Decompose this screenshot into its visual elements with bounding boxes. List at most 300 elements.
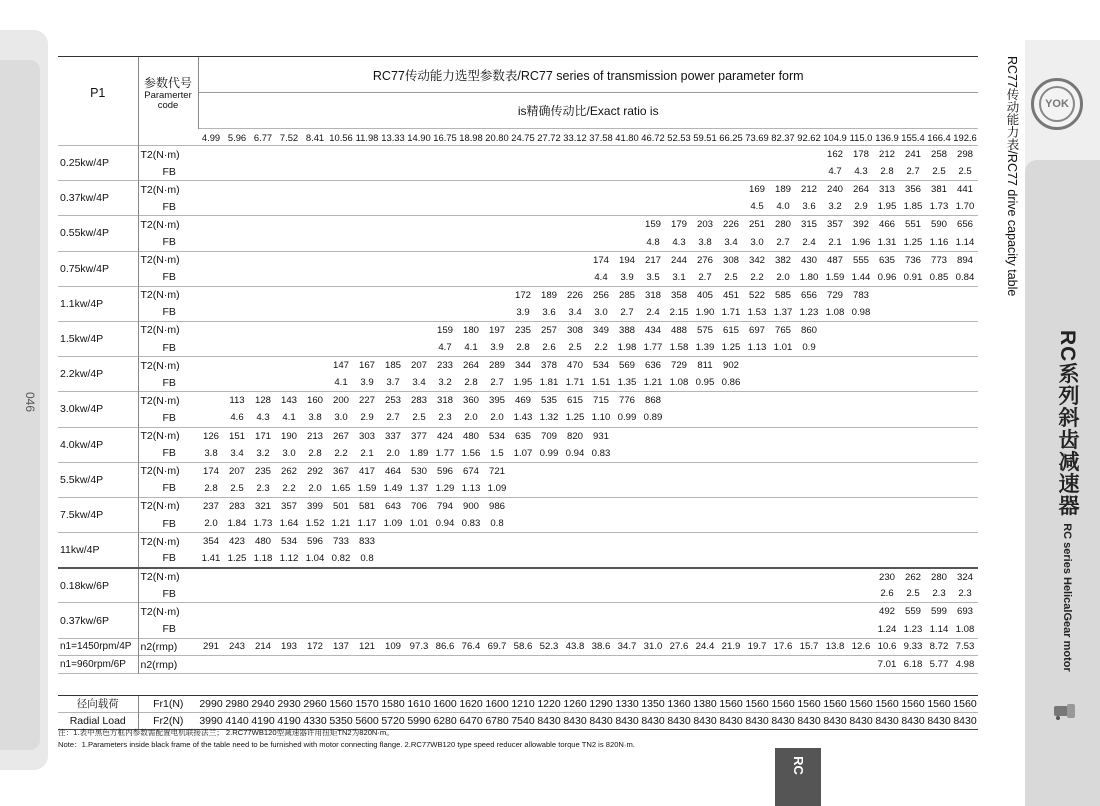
service-factor-value: 2.5 xyxy=(230,482,244,494)
torque-value xyxy=(510,533,536,551)
torque-value: 213 xyxy=(302,427,328,445)
logo-text: YOK xyxy=(1039,86,1075,122)
service-factor-value: 0.8 xyxy=(490,518,504,530)
service-factor-value: 1.10 xyxy=(591,412,611,424)
torque-value: 189 xyxy=(536,286,562,304)
service-factor-value: 3.8 xyxy=(308,412,322,424)
output-speed-value: 97.3 xyxy=(406,638,432,656)
table-row xyxy=(58,269,978,287)
t2-label: T2(N·m) xyxy=(138,321,198,339)
service-factor-value xyxy=(666,409,692,427)
torque-value: 559 xyxy=(900,603,926,621)
fr2-value: 8430 xyxy=(796,712,822,729)
torque-value xyxy=(614,497,640,515)
service-factor-value xyxy=(250,585,276,603)
fr2-value: 8430 xyxy=(640,712,666,729)
torque-value: 794 xyxy=(432,497,458,515)
torque-value: 318 xyxy=(432,392,458,410)
torque-value: 357 xyxy=(276,497,302,515)
torque-value xyxy=(536,181,562,199)
service-factor-value xyxy=(484,585,510,603)
service-factor-value xyxy=(510,621,536,639)
service-factor-value: 1.73 xyxy=(929,201,949,213)
fr1-value: 1560 xyxy=(328,695,354,712)
table-row xyxy=(58,198,978,216)
torque-value: 636 xyxy=(640,357,666,375)
output-speed-value xyxy=(770,656,796,674)
service-factor-value xyxy=(952,409,978,427)
torque-value xyxy=(640,181,666,199)
service-factor-value: 3.2 xyxy=(256,447,270,459)
torque-value: 344 xyxy=(510,357,536,375)
ratio-value: 104.9 xyxy=(822,129,848,146)
torque-value: 230 xyxy=(874,568,900,586)
torque-value xyxy=(770,427,796,445)
service-factor-value xyxy=(536,163,562,181)
service-factor-value: 1.25 xyxy=(721,342,741,354)
service-factor-value xyxy=(562,621,588,639)
torque-value xyxy=(822,603,848,621)
service-factor-value: 3.4 xyxy=(412,377,426,389)
service-factor-value: 1.51 xyxy=(591,377,611,389)
t2-label: T2(N·m) xyxy=(138,392,198,410)
torque-value xyxy=(458,286,484,304)
service-factor-value xyxy=(510,480,536,498)
service-factor-value xyxy=(952,550,978,568)
torque-value: 480 xyxy=(458,427,484,445)
service-factor-value xyxy=(666,585,692,603)
torque-value xyxy=(692,181,718,199)
torque-value xyxy=(276,181,302,199)
service-factor-value xyxy=(640,163,666,181)
service-factor-value: 0.86 xyxy=(721,377,741,389)
torque-value xyxy=(614,146,640,164)
table-row xyxy=(58,357,978,375)
torque-value xyxy=(276,286,302,304)
service-factor-value: 1.49 xyxy=(383,482,403,494)
output-speed-value: 7.01 xyxy=(874,656,900,674)
fr2-value: 6780 xyxy=(484,712,510,729)
radial-row xyxy=(58,695,978,712)
torque-value: 321 xyxy=(250,497,276,515)
service-factor-value xyxy=(380,163,406,181)
service-factor-value xyxy=(198,339,224,357)
torque-value xyxy=(848,392,874,410)
service-factor-value xyxy=(406,269,432,287)
torque-value: 585 xyxy=(770,286,796,304)
service-factor-value xyxy=(302,163,328,181)
torque-value: 256 xyxy=(588,286,614,304)
t2-label: T2(N·m) xyxy=(138,357,198,375)
ratio-value: 46.72 xyxy=(640,129,666,146)
service-factor-value xyxy=(822,339,848,357)
torque-value xyxy=(406,568,432,586)
torque-value xyxy=(744,462,770,480)
service-factor-value xyxy=(822,550,848,568)
service-factor-value xyxy=(328,198,354,216)
torque-value: 377 xyxy=(406,427,432,445)
torque-value: 931 xyxy=(588,427,614,445)
torque-value xyxy=(926,286,952,304)
note-cn: 注：1.表中黑色方框内参数需配置电机联接法兰； 2.RC77WB120型减速器许用扭矩TN2为820N·m。 xyxy=(58,728,394,737)
service-factor-value xyxy=(640,621,666,639)
torque-value xyxy=(796,357,822,375)
brand-logo xyxy=(1031,78,1083,130)
ratio-title: is精确传动比/Exact ratio is xyxy=(198,93,978,129)
service-factor-value: 1.21 xyxy=(643,377,663,389)
ratio-value: 20.80 xyxy=(484,129,510,146)
torque-value: 709 xyxy=(536,427,562,445)
service-factor-value xyxy=(432,198,458,216)
torque-value xyxy=(744,146,770,164)
ratio-value: 41.80 xyxy=(614,129,640,146)
power-label: 0.75kw/4P xyxy=(58,251,138,286)
service-factor-value xyxy=(874,445,900,463)
service-factor-value xyxy=(718,409,744,427)
torque-value xyxy=(952,321,978,339)
torque-value: 180 xyxy=(458,321,484,339)
service-factor-value xyxy=(328,269,354,287)
torque-value xyxy=(848,321,874,339)
output-speed-value xyxy=(666,656,692,674)
service-factor-value xyxy=(380,621,406,639)
power-label: 0.37kw/4P xyxy=(58,181,138,216)
service-factor-value xyxy=(276,621,302,639)
service-factor-value xyxy=(692,621,718,639)
torque-value xyxy=(458,568,484,586)
fr1-value: 1560 xyxy=(770,695,796,712)
service-factor-value xyxy=(744,409,770,427)
torque-value: 280 xyxy=(926,568,952,586)
ratio-value: 73.69 xyxy=(744,129,770,146)
service-factor-value xyxy=(796,445,822,463)
service-factor-value xyxy=(250,339,276,357)
service-factor-value xyxy=(302,269,328,287)
torque-value xyxy=(640,497,666,515)
service-factor-value xyxy=(510,163,536,181)
torque-value: 342 xyxy=(744,251,770,269)
fr2-value: 8430 xyxy=(822,712,848,729)
service-factor-value xyxy=(952,374,978,392)
service-factor-value: 1.09 xyxy=(487,482,507,494)
torque-value: 733 xyxy=(328,533,354,551)
torque-value: 729 xyxy=(666,357,692,375)
torque-value xyxy=(224,568,250,586)
torque-value: 464 xyxy=(380,462,406,480)
torque-value xyxy=(848,603,874,621)
fr2-value: 5990 xyxy=(406,712,432,729)
service-factor-value: 2.3 xyxy=(958,588,972,600)
service-factor-value xyxy=(926,515,952,533)
note-en: Note：1.Parameters inside black frame of the table need to be furnished with motor connecting flange. 2.RC77WB120 type speed reducer allowable torque TN2 is 820N·m. xyxy=(58,740,635,749)
power-label: 0.55kw/4P xyxy=(58,216,138,251)
output-speed-value: 10.6 xyxy=(874,638,900,656)
torque-value xyxy=(224,181,250,199)
torque-value: 392 xyxy=(848,216,874,234)
torque-value xyxy=(380,146,406,164)
service-factor-value xyxy=(874,339,900,357)
service-factor-value: 1.35 xyxy=(617,377,637,389)
torque-value xyxy=(328,181,354,199)
service-factor-value xyxy=(432,550,458,568)
torque-value xyxy=(198,321,224,339)
service-factor-value xyxy=(536,515,562,533)
torque-value: 189 xyxy=(770,181,796,199)
torque-value xyxy=(952,392,978,410)
output-speed-value xyxy=(276,656,302,674)
service-factor-value: 1.21 xyxy=(331,518,351,530)
service-factor-value xyxy=(510,515,536,533)
torque-value xyxy=(276,251,302,269)
t2-label: T2(N·m) xyxy=(138,533,198,551)
service-factor-value xyxy=(484,198,510,216)
service-factor-value: 1.29 xyxy=(435,482,455,494)
service-factor-value: 2.3 xyxy=(438,412,452,424)
table-row xyxy=(58,304,978,322)
torque-value: 575 xyxy=(692,321,718,339)
output-speed-value: 172 xyxy=(302,638,328,656)
fr2-value: 8430 xyxy=(692,712,718,729)
spacer-row xyxy=(58,673,978,695)
torque-value: 530 xyxy=(406,462,432,480)
service-factor-value xyxy=(926,374,952,392)
torque-value xyxy=(458,533,484,551)
service-factor-value xyxy=(588,515,614,533)
torque-value xyxy=(406,603,432,621)
torque-value xyxy=(952,286,978,304)
code-header-cn: 参数代号 xyxy=(143,76,192,91)
torque-value xyxy=(276,321,302,339)
torque-value: 262 xyxy=(276,462,302,480)
power-label: 3.0kw/4P xyxy=(58,392,138,427)
service-factor-value xyxy=(484,163,510,181)
service-factor-value xyxy=(328,233,354,251)
torque-value: 599 xyxy=(926,603,952,621)
service-factor-value: 2.8 xyxy=(464,377,478,389)
service-factor-value: 1.04 xyxy=(305,552,325,564)
service-factor-value: 2.7 xyxy=(386,412,400,424)
service-factor-value: 0.82 xyxy=(331,552,351,564)
service-factor-value: 1.52 xyxy=(305,518,325,530)
torque-value xyxy=(822,568,848,586)
service-factor-value xyxy=(380,198,406,216)
service-factor-value: 2.6 xyxy=(542,342,556,354)
torque-value: 430 xyxy=(796,251,822,269)
fr2-value: 8430 xyxy=(874,712,900,729)
table-row xyxy=(58,321,978,339)
torque-value xyxy=(302,216,328,234)
fr1-value: 2960 xyxy=(302,695,328,712)
service-factor-value xyxy=(952,304,978,322)
service-factor-value: 2.1 xyxy=(360,447,374,459)
torque-value: 267 xyxy=(328,427,354,445)
torque-value xyxy=(484,251,510,269)
service-factor-value: 1.44 xyxy=(851,271,871,283)
service-factor-value xyxy=(198,269,224,287)
service-factor-value xyxy=(458,304,484,322)
torque-value xyxy=(718,392,744,410)
torque-value xyxy=(796,146,822,164)
service-factor-value xyxy=(198,198,224,216)
torque-value xyxy=(432,216,458,234)
service-factor-value: 1.31 xyxy=(877,236,897,248)
power-label: 4.0kw/4P xyxy=(58,427,138,462)
torque-value: 251 xyxy=(744,216,770,234)
service-factor-value xyxy=(692,409,718,427)
torque-value: 399 xyxy=(302,497,328,515)
output-speed-value: 31.0 xyxy=(640,638,666,656)
service-factor-value xyxy=(744,515,770,533)
service-factor-value xyxy=(354,621,380,639)
torque-value xyxy=(588,216,614,234)
service-factor-value xyxy=(354,339,380,357)
service-factor-value xyxy=(770,515,796,533)
fr2-value: 5350 xyxy=(328,712,354,729)
fr2-value: 8430 xyxy=(770,712,796,729)
torque-value: 358 xyxy=(666,286,692,304)
service-factor-value: 3.4 xyxy=(568,306,582,318)
t2-label: T2(N·m) xyxy=(138,286,198,304)
service-factor-value: 0.89 xyxy=(643,412,663,424)
output-speed-value: 6.18 xyxy=(900,656,926,674)
torque-value xyxy=(380,321,406,339)
service-factor-value: 2.0 xyxy=(490,412,504,424)
service-factor-value xyxy=(666,163,692,181)
output-speed-value xyxy=(224,656,250,674)
service-factor-value xyxy=(224,585,250,603)
fr1-value: 1330 xyxy=(614,695,640,712)
ratio-value: 8.41 xyxy=(302,129,328,146)
torque-value: 159 xyxy=(640,216,666,234)
fb-label: FB xyxy=(138,480,198,498)
table-row xyxy=(58,427,978,445)
torque-value xyxy=(874,427,900,445)
service-factor-value: 2.6 xyxy=(880,588,894,600)
fr1-value: 2930 xyxy=(276,695,302,712)
ratio-value: 166.4 xyxy=(926,129,952,146)
torque-value xyxy=(640,533,666,551)
torque-value xyxy=(380,533,406,551)
torque-value: 534 xyxy=(276,533,302,551)
output-speed-value xyxy=(484,656,510,674)
torque-value xyxy=(484,181,510,199)
torque-value: 615 xyxy=(562,392,588,410)
service-factor-value xyxy=(926,550,952,568)
service-factor-value xyxy=(510,585,536,603)
torque-value xyxy=(666,533,692,551)
torque-value: 868 xyxy=(640,392,666,410)
service-factor-value xyxy=(562,163,588,181)
torque-value xyxy=(588,603,614,621)
service-factor-value xyxy=(822,445,848,463)
torque-value xyxy=(588,181,614,199)
torque-value xyxy=(744,427,770,445)
service-factor-value xyxy=(692,550,718,568)
service-factor-value xyxy=(432,585,458,603)
torque-value: 212 xyxy=(796,181,822,199)
torque-value: 487 xyxy=(822,251,848,269)
speed-code: n2(rmp) xyxy=(138,638,198,656)
torque-value xyxy=(302,357,328,375)
torque-value xyxy=(588,533,614,551)
service-factor-value xyxy=(718,480,744,498)
service-factor-value xyxy=(848,409,874,427)
torque-value xyxy=(718,462,744,480)
torque-value xyxy=(718,146,744,164)
torque-value xyxy=(328,286,354,304)
torque-value xyxy=(198,251,224,269)
service-factor-value: 1.73 xyxy=(253,518,273,530)
service-factor-value xyxy=(458,585,484,603)
torque-value xyxy=(640,462,666,480)
series-title xyxy=(1052,330,1082,672)
torque-value: 315 xyxy=(796,216,822,234)
service-factor-value xyxy=(614,585,640,603)
torque-value: 212 xyxy=(874,146,900,164)
ratio-value: 13.33 xyxy=(380,129,406,146)
ratio-value: 66.25 xyxy=(718,129,744,146)
service-factor-value xyxy=(536,233,562,251)
service-factor-value: 1.89 xyxy=(409,447,429,459)
torque-value: 258 xyxy=(926,146,952,164)
torque-value xyxy=(848,533,874,551)
table-row xyxy=(58,392,978,410)
service-factor-value xyxy=(250,374,276,392)
fr1-value: 1610 xyxy=(406,695,432,712)
table-row xyxy=(58,286,978,304)
torque-value xyxy=(588,568,614,586)
service-factor-value: 0.8 xyxy=(360,552,374,564)
output-speed-value: 27.6 xyxy=(666,638,692,656)
service-factor-value xyxy=(640,585,666,603)
service-factor-value: 4.7 xyxy=(438,342,452,354)
service-factor-value: 3.9 xyxy=(490,342,504,354)
fb-label: FB xyxy=(138,409,198,427)
output-speed-value xyxy=(328,656,354,674)
service-factor-value xyxy=(900,339,926,357)
torque-value: 424 xyxy=(432,427,458,445)
output-speed-value: 137 xyxy=(328,638,354,656)
torque-value xyxy=(718,181,744,199)
torque-value xyxy=(458,216,484,234)
torque-value: 635 xyxy=(510,427,536,445)
service-factor-value xyxy=(718,163,744,181)
torque-value: 773 xyxy=(926,251,952,269)
service-factor-value: 2.9 xyxy=(360,412,374,424)
torque-value xyxy=(874,462,900,480)
service-factor-value xyxy=(224,198,250,216)
service-factor-value xyxy=(692,163,718,181)
torque-value xyxy=(510,603,536,621)
ratio-value: 10.56 xyxy=(328,129,354,146)
torque-value xyxy=(432,181,458,199)
torque-value: 162 xyxy=(822,146,848,164)
service-factor-value xyxy=(198,163,224,181)
torque-value xyxy=(562,603,588,621)
service-factor-value: 3.2 xyxy=(828,201,842,213)
fr2-value: 6280 xyxy=(432,712,458,729)
service-factor-value: 2.7 xyxy=(776,236,790,248)
ratio-value: 82.37 xyxy=(770,129,796,146)
service-factor-value: 1.23 xyxy=(799,306,819,318)
fr2-value: 4140 xyxy=(224,712,250,729)
service-factor-value xyxy=(380,233,406,251)
series-title-en: RC series HelicalGear motor xyxy=(1061,523,1073,672)
ratio-value: 136.9 xyxy=(874,129,900,146)
torque-value xyxy=(822,357,848,375)
table-row xyxy=(58,374,978,392)
series-title-cn: RC系列斜齿减速器 xyxy=(1056,330,1079,517)
